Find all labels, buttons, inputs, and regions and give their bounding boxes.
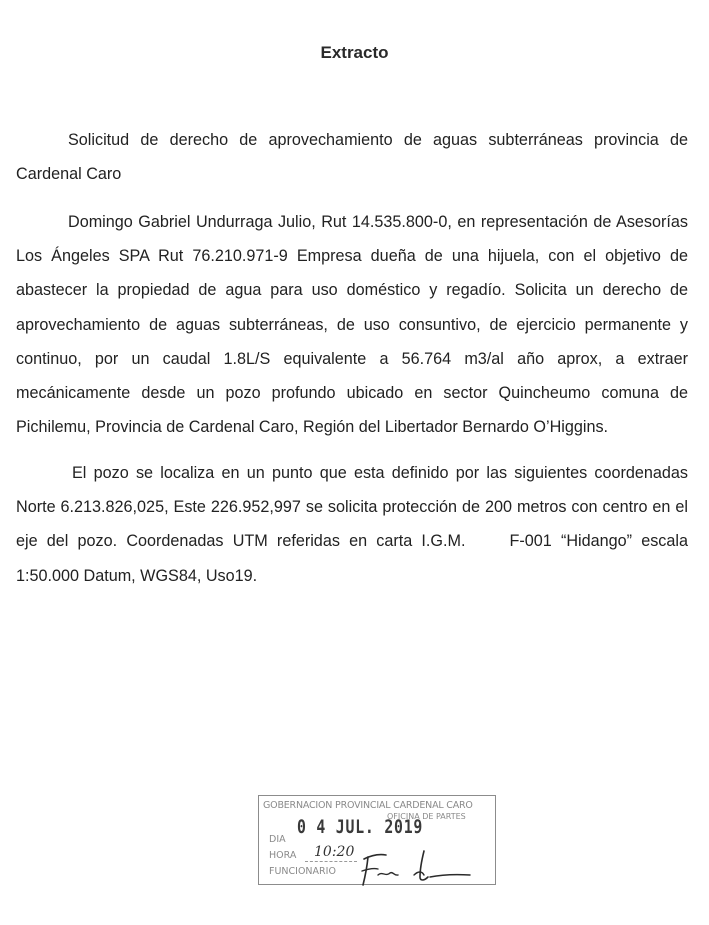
- stamp-subheader: OFICINA DE PARTES: [387, 812, 466, 821]
- stamp-header: GOBERNACION PROVINCIAL CARDENAL CARO: [263, 800, 473, 811]
- stamp-date: 0 4 JUL. 2019: [297, 816, 424, 838]
- location-text: El pozo se localiza en un punto que esta definido por las siguientes coordenadas Norte 6.213.826,025, Este 226.952,997 se solicita protección de 200 metros con centro en el eje del pozo. Coordenadas UTM referidas en carta I.G.M.: [16, 464, 688, 551]
- paragraph-location: [16, 456, 688, 593]
- stamp-hora-label: HORA: [269, 850, 297, 861]
- stamp-time: 10:20: [314, 844, 355, 860]
- document-title: Extracto: [320, 43, 389, 62]
- paragraph-subject: Solicitud de derecho de aprovechamiento de aguas subterráneas provincia de Cardenal Caro: [16, 131, 688, 184]
- map-reference-text: F-001 “Hidango” escala 1:50.000 Datum, WGS84, Uso19.: [16, 532, 689, 585]
- stamp-funcionario-label: FUNCIONARIO: [269, 866, 336, 877]
- stamp-dia-label: DIA: [269, 834, 286, 845]
- handwritten-signature: [350, 845, 480, 890]
- paragraph-applicant: Domingo Gabriel Undurraga Julio, Rut 14.535.800-0, en representación de Asesorías Los Ángeles SPA Rut 76.210.971-9 Empresa dueña de una hijuela, con el objetivo de abastecer la propiedad de agua para uso doméstico y regadío. Solicita un derecho de aprovechamiento de aguas subterráneas, de uso consuntivo, de ejercicio permanente y continuo, por un caudal 1.8L/S equivalente a 56.764 m3/al año aprox, a extraer mecánicamente desde un pozo profundo ubicado en sector Quincheumo comuna de Pichilemu, Provincia de Cardenal Caro, Región del Libertador Bernardo O’Higgins.: [16, 213, 688, 437]
